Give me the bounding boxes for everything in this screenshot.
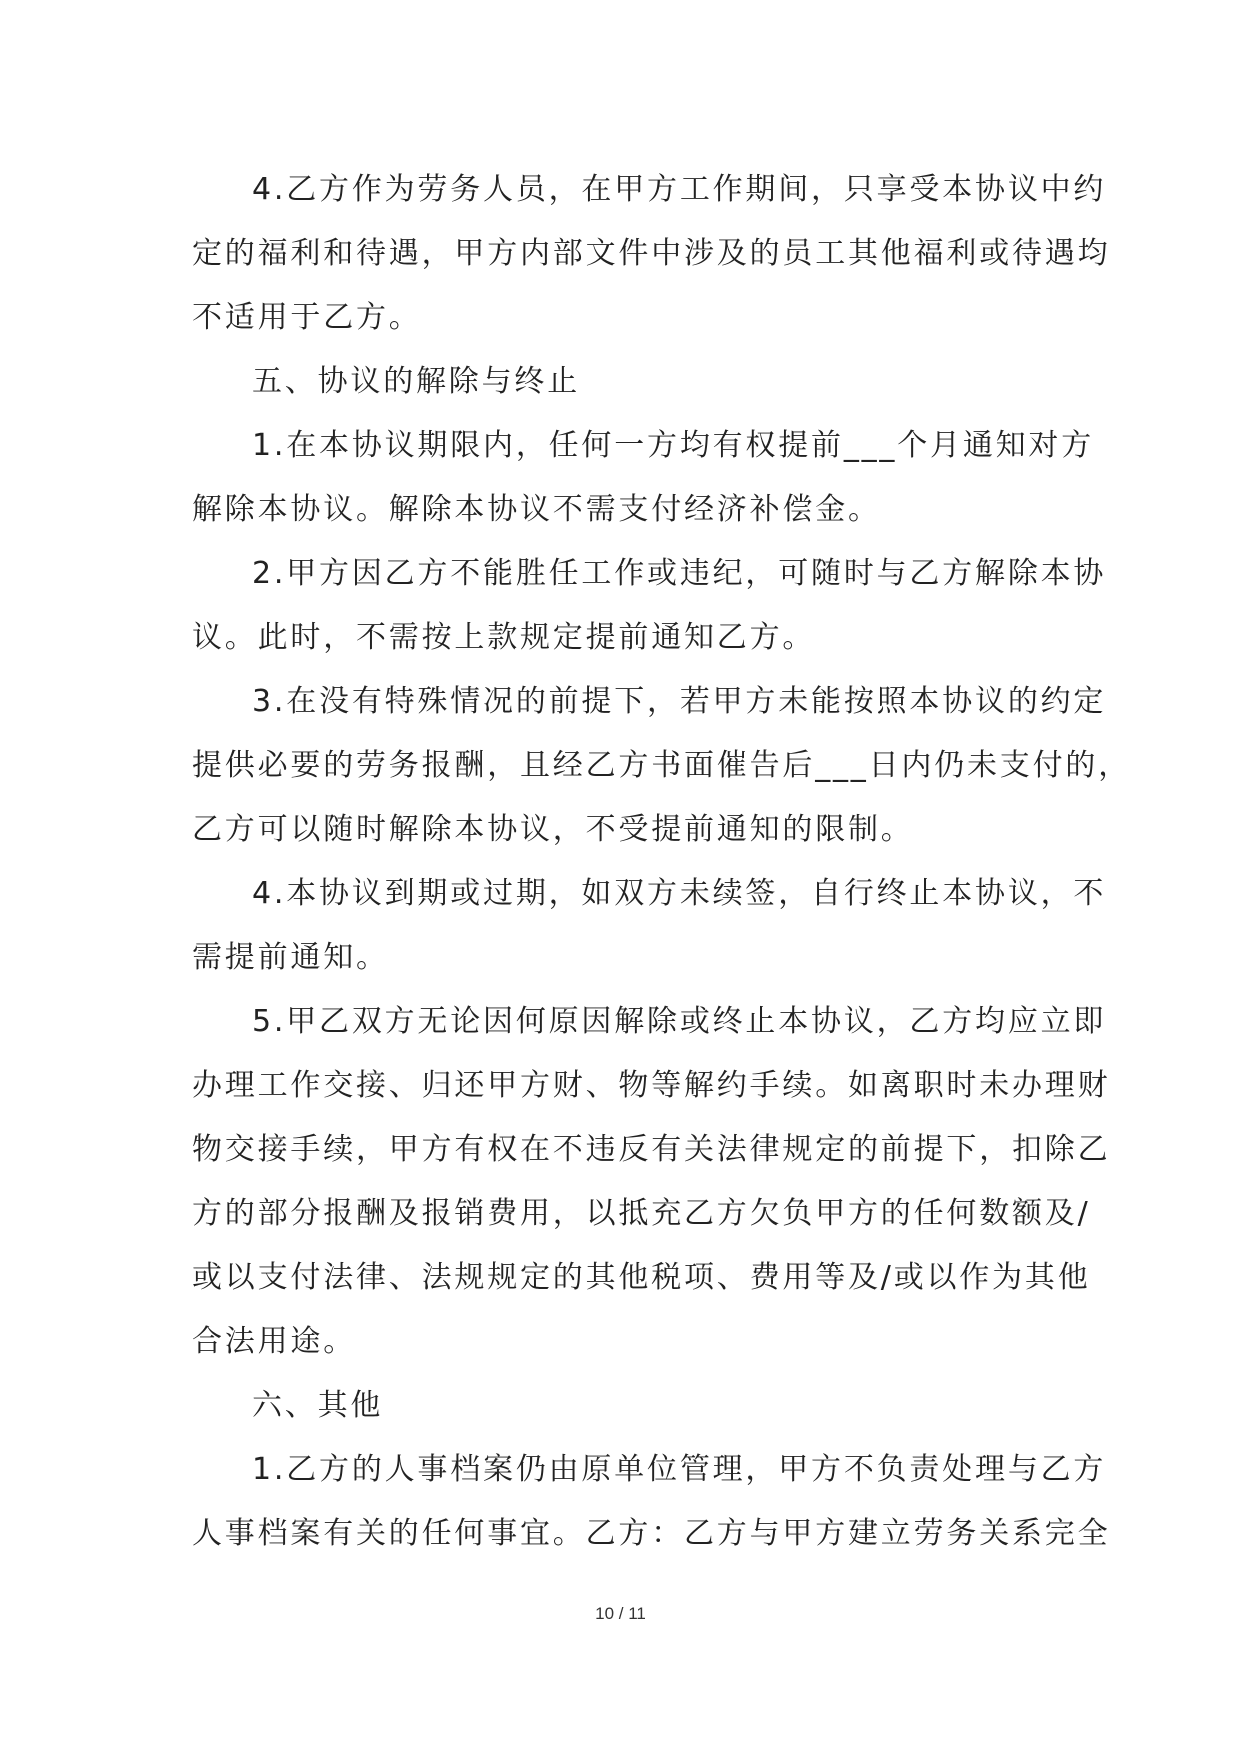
text-line: 合法用途。 [192,1324,356,1359]
text-line: 提供必要的劳务报酬，且经乙方书面催告后___日内仍未支付的， [192,748,1131,783]
text-line: 5.甲乙双方无论因何原因解除或终止本协议，乙方均应立即 [252,1004,1107,1039]
text-line: 3.在没有特殊情况的前提下，若甲方未能按照本协议的约定 [252,684,1107,719]
text-line: 解除本协议。解除本协议不需支付经济补偿金。 [192,492,881,527]
text-line: 议。此时，不需按上款规定提前通知乙方。 [192,620,816,655]
text-line: 物交接手续，甲方有权在不违反有关法律规定的前提下，扣除乙 [192,1132,1111,1167]
text-line: 或以支付法律、法规规定的其他税项、费用等及/或以作为其他 [192,1260,1091,1295]
document-body [192,158,1131,1566]
page-number: 10 / 11 [595,1604,646,1623]
text-line: 4.本协议到期或过期，如双方未续签，自行终止本协议，不 [252,876,1107,911]
text-line: 方的部分报酬及报销费用，以抵充乙方欠负甲方的任何数额及/ [192,1196,1091,1231]
text-line: 六、其他 [252,1388,384,1423]
text-line: 办理工作交接、归还甲方财、物等解约手续。如离职时未办理财 [192,1068,1111,1103]
text-line: 乙方可以随时解除本协议，不受提前通知的限制。 [192,812,914,847]
text-line: 五、协议的解除与终止 [252,364,580,399]
text-line: 1.乙方的人事档案仍由原单位管理，甲方不负责处理与乙方 [252,1452,1107,1487]
text-line: 不适用于乙方。 [192,300,422,335]
text-line: 定的福利和待遇，甲方内部文件中涉及的员工其他福利或待遇均 [192,236,1111,271]
text-line: 1.在本协议期限内，任何一方均有权提前___个月通知对方 [252,428,1095,463]
text-line: 人事档案有关的任何事宜。乙方：乙方与甲方建立劳务关系完全 [192,1516,1111,1551]
text-line: 需提前通知。 [192,940,389,975]
text-line: 4.乙方作为劳务人员，在甲方工作期间，只享受本协议中约 [252,172,1107,207]
text-line: 2.甲方因乙方不能胜任工作或违纪，可随时与乙方解除本协 [252,556,1107,591]
